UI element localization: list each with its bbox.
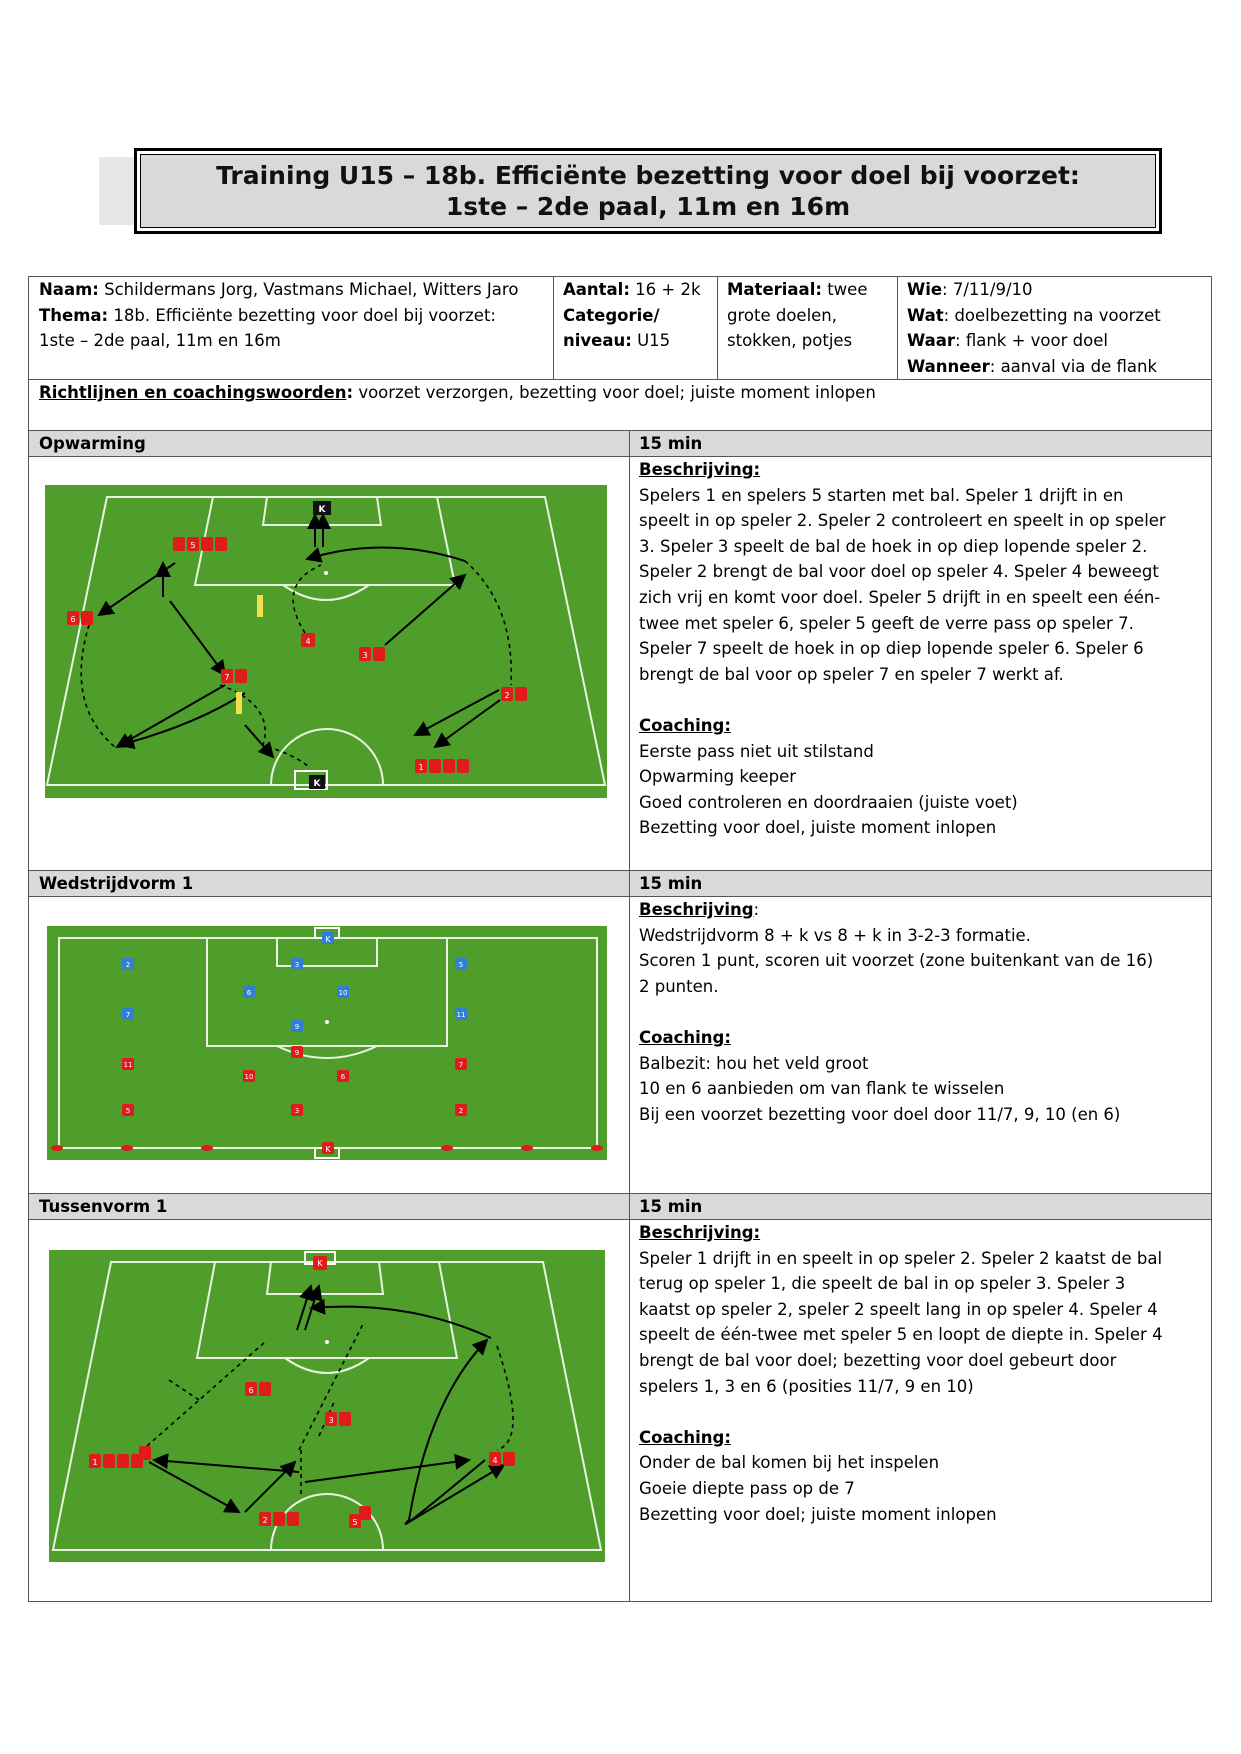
player-number: 10 [338,989,348,997]
waar-label: Waar [907,331,956,350]
player-number: 11 [456,1011,466,1019]
title-line-1: Training U15 – 18b. Efficiënte bezetting voor doel bij voorzet: [216,161,1080,190]
page-title [140,154,1156,228]
desc-line: speelt de één-twee met speler 5 en loopt de diepte in. Speler 4 [639,1325,1163,1345]
section-title-tussenvorm: Tussenvorm 1 [39,1197,168,1216]
info-naam-thema [39,277,518,354]
waar-value: : flank + voor doel [955,331,1108,350]
section-duration-tussenvorm: 15 min [639,1197,703,1216]
player-number: 2 [504,691,510,700]
diagram-opwarming [45,485,607,798]
player-number: 2 [262,1516,268,1525]
materiaal-label: Materiaal: [727,280,822,299]
coach-line: Bezetting voor doel; juiste moment inlopen [639,1504,997,1524]
keeper-label: K [318,505,326,515]
penalty-spot [324,571,328,575]
aantal-value: 16 + 2k [629,280,701,299]
desc-line: Speler 2 brengt de bal voor doel op speler 4. Speler 4 beweegt [639,562,1159,582]
info-materiaal [727,277,867,354]
player-number: 4 [492,1456,498,1465]
desc-label: Beschrijving: [639,1223,761,1242]
naam-label: Naam: [39,280,99,299]
coach-line: Onder de bal komen bij het inspelen [639,1453,940,1473]
desc-line: twee met speler 6, speler 5 geeft de verre pass op speler 7. [639,613,1134,633]
row-shade-opwarming [29,431,1211,456]
coach-line: Eerste pass niet uit stilstand [639,741,874,761]
naam-value: Schildermans Jorg, Vastmans Michael, Witters Jaro [98,280,519,299]
divider [29,430,1211,431]
keeper-label: K [313,779,321,789]
pole [257,595,263,617]
coach-line: Bezetting voor doel, juiste moment inlopen [639,818,997,838]
richtlijnen-colon: : [346,383,354,402]
desc-line: Speler 7 speelt de hoek in op diep lopende speler 6. Speler 6 [639,639,1144,659]
player-number: 7 [125,1011,131,1019]
player-number: 7 [458,1061,464,1069]
title-line-2: 1ste – 2de paal, 11m en 16m [445,192,851,221]
grass [49,1250,605,1562]
coach-line: Bij een voorzet bezetting voor doel door 11/7, 9, 10 (en 6) [639,1104,1121,1124]
desc-line: Speler 1 drijft in en speelt in op speler 2. Speler 2 kaatst de bal [639,1248,1163,1268]
wie-value: : 7/11/9/10 [942,280,1033,299]
player-number: 5 [352,1518,358,1527]
player-number: 1 [92,1458,98,1467]
keeper-label: K [325,935,331,944]
player-number: 6 [70,615,76,624]
richtlijnen [39,380,876,406]
player-number: 6 [248,1386,254,1395]
desc-line: 3. Speler 3 speelt de bal de hoek in op diep lopende speler 2. [639,536,1148,556]
coach-line: Balbezit: hou het veld groot [639,1053,869,1073]
thema-label: Thema: [39,305,109,325]
divider [29,1193,1211,1194]
desc-line: terug op speler 1, die speelt de bal in op speler 3. Speler 3 [639,1274,1126,1294]
desc-line: brengt de bal voor op speler 7 en speler 7 werkt af. [639,664,1064,684]
desc-line: spelers 1, 3 en 6 (posities 11/7, 9 en 10) [639,1376,974,1396]
description-wedstrijdvorm [639,897,1153,1127]
niveau-value: U15 [631,331,671,350]
desc-label: Beschrijving [639,900,754,919]
wie-label: Wie [907,280,943,299]
coach-label: Coaching: [639,715,731,735]
wat-label: Wat [907,305,944,325]
coach-line: 10 en 6 aanbieden om van flank te wisselen [639,1079,1005,1099]
penalty-spot [325,1020,329,1024]
pole [236,692,242,714]
desc-colon: : [753,900,760,919]
desc-line: brengt de bal voor doel; bezetting voor doel gebeurt door [639,1350,1117,1370]
description-tussenvorm [639,1220,1163,1527]
materiaal-line3: stokken, potjes [727,331,853,350]
niveau-label: niveau: [563,331,632,350]
player-number: 3 [294,961,300,969]
coach-line: Opwarming keeper [639,767,797,787]
section-title-opwarming: Opwarming [39,434,146,453]
coach-line: Goed controleren en doordraaien (juiste voet) [639,792,1018,812]
keeper-label: K [325,1145,331,1154]
player-number: 1 [418,763,424,772]
diagram-wedstrijdvorm [47,926,607,1160]
player-number: 5 [190,541,196,550]
categorie-label: Categorie/ [563,305,660,325]
section-title-wedstrijdvorm: Wedstrijdvorm 1 [39,874,194,893]
materiaal-value: twee [821,280,868,299]
row-shade-tussenvorm [29,1194,1211,1219]
player-number: 2 [458,1107,464,1115]
grass [45,485,607,798]
richtlijnen-value: voorzet verzorgen, bezetting voor doel; juiste moment inlopen [353,383,876,402]
divider [629,430,630,1602]
goal-top [313,501,331,515]
wanneer-label: Wanneer [907,356,990,376]
player-number: 6 [246,989,252,997]
coach-line: Goeie diepte pass op de 7 [639,1478,855,1498]
coach-label: Coaching: [639,1027,731,1047]
desc-line: speelt in op speler 2. Speler 2 controleert en speelt in op speler [639,511,1166,531]
player-4 [301,633,315,647]
divider [553,277,554,379]
divider [717,277,718,379]
desc-line: Scoren 1 punt, scoren uit voorzet (zone buitenkant van de 16) [639,951,1154,971]
player-number: 7 [224,673,230,682]
player-number: 9 [294,1023,300,1031]
player-number: 6 [340,1073,346,1081]
description-opwarming [639,457,1166,841]
thema-value: 18b. Efficiënte bezetting voor doel bij voorzet: [108,305,496,325]
player-number: 10 [244,1073,254,1081]
richtlijnen-label: Richtlijnen en coachingswoorden [39,383,347,402]
player-number: 3 [328,1416,334,1425]
desc-line: Wedstrijdvorm 8 + k vs 8 + k in 3-2-3 formatie. [639,925,1031,945]
desc-line: 2 punten. [639,976,719,996]
diagram-tussenvorm [49,1250,605,1562]
player-number: 5 [125,1107,131,1115]
info-wie-wat [907,277,1161,379]
aantal-label: Aantal: [563,280,630,299]
wanneer-value: : aanval via de flank [989,356,1158,376]
desc-line: Spelers 1 en spelers 5 starten met bal. Speler 1 drijft in en [639,485,1124,505]
player-number: 5 [458,961,464,969]
section-duration-opwarming: 15 min [639,434,703,453]
player-number: 4 [305,637,311,646]
section-duration-wedstrijdvorm: 15 min [639,874,703,893]
player-number: 2 [125,961,131,969]
player-group-2 [259,1512,299,1526]
thema-value-line2: 1ste – 2de paal, 11m en 16m [39,331,281,350]
desc-label: Beschrijving: [639,460,761,479]
player-number: 9 [294,1049,300,1057]
divider [29,870,1211,871]
player-number: 3 [294,1107,300,1115]
divider [897,277,898,379]
row-shade-wedstrijdvorm [29,871,1211,896]
training-sheet [28,276,1212,1602]
desc-line: kaatst op speler 2, speler 2 speelt lang in op speler 4. Speler 4 [639,1299,1158,1319]
player-number: 3 [362,651,368,660]
player-number: 11 [123,1061,133,1069]
penalty-spot [325,1340,329,1344]
coach-label: Coaching: [639,1427,731,1447]
desc-line: zich vrij en komt voor doel. Speler 5 drijft in en speelt een één- [639,587,1161,607]
info-aantal [563,277,701,354]
wat-value: : doelbezetting na voorzet [943,305,1161,325]
materiaal-line2: grote doelen, [727,305,838,325]
keeper-label: K [317,1259,323,1268]
